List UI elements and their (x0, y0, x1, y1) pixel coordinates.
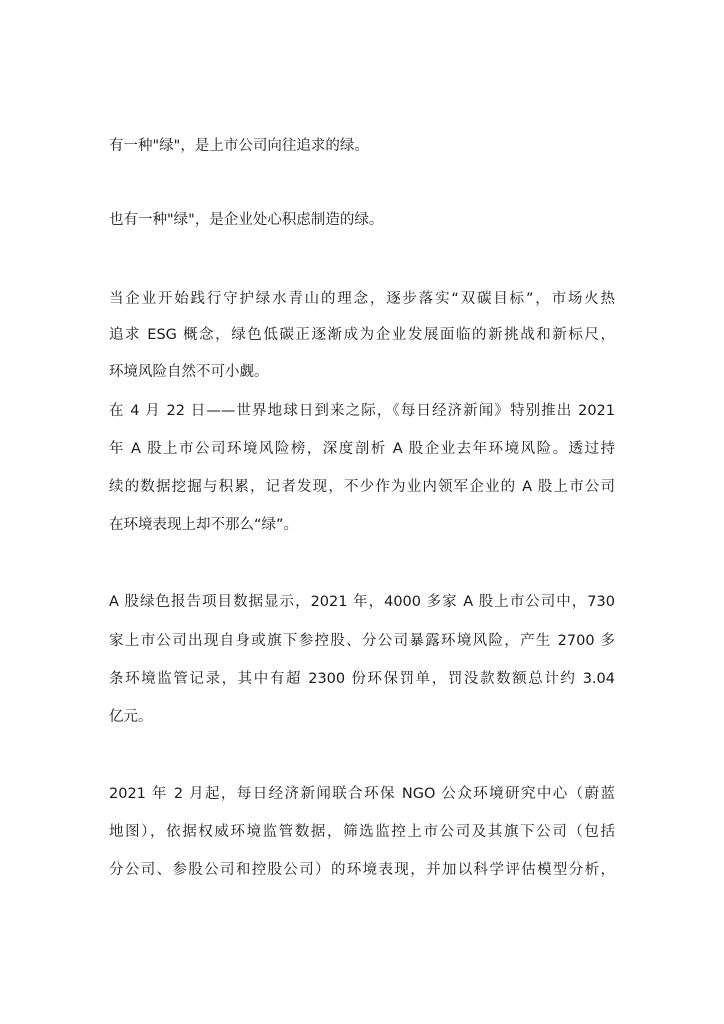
text-line: A 股绿色报告项目数据显示，2021 年，4000 多家 A 股上市公司中，730 (109, 594, 615, 610)
text-line: 地图），依据权威环境监管数据，筛选监控上市公司及其旗下公司（包括 (109, 824, 615, 840)
text-line: 环境风险自然不可小觑。 (109, 364, 269, 380)
text-line: 分公司、参股公司和控股公司）的环境表现，并加以科学评估模型分析， (109, 862, 615, 878)
text-line: 当企业开始践行守护绿水青山的理念，逐步落实“双碳目标”，市场火热 (109, 291, 615, 307)
text-line: 在 4 月 22 日——世界地球日到来之际，《每日经济新闻》特别推出 2021 (109, 403, 615, 419)
text-line: 2021 年 2 月起，每日经济新闻联合环保 NGO 公众环境研究中心（蔚蓝 (109, 786, 615, 802)
text-line: 在环境表现上却不那么“绿”。 (109, 517, 299, 533)
text-line: 家上市公司出现自身或旗下参控股、分公司暴露环境风险，产生 2700 多 (109, 633, 615, 649)
text-line: 追求 ESG 概念，绿色低碳正逐渐成为企业发展面临的新挑战和新标尺， (109, 327, 615, 343)
text-line: 也有一种"绿"，是企业处心积虑制造的绿。 (109, 212, 384, 228)
text-line: 续的数据挖掘与积累，记者发现，不少作为业内领军企业的 A 股上市公司 (109, 479, 615, 495)
text-line: 有一种"绿"，是上市公司向往追求的绿。 (109, 138, 369, 154)
text-line: 亿元。 (109, 709, 153, 725)
text-line: 条环境监管记录，其中有超 2300 份环保罚单，罚没款数额总计约 3.04 (109, 671, 615, 687)
text-line: 年 A 股上市公司环境风险榜，深度剖析 A 股企业去年环境风险。透过持 (109, 441, 615, 457)
